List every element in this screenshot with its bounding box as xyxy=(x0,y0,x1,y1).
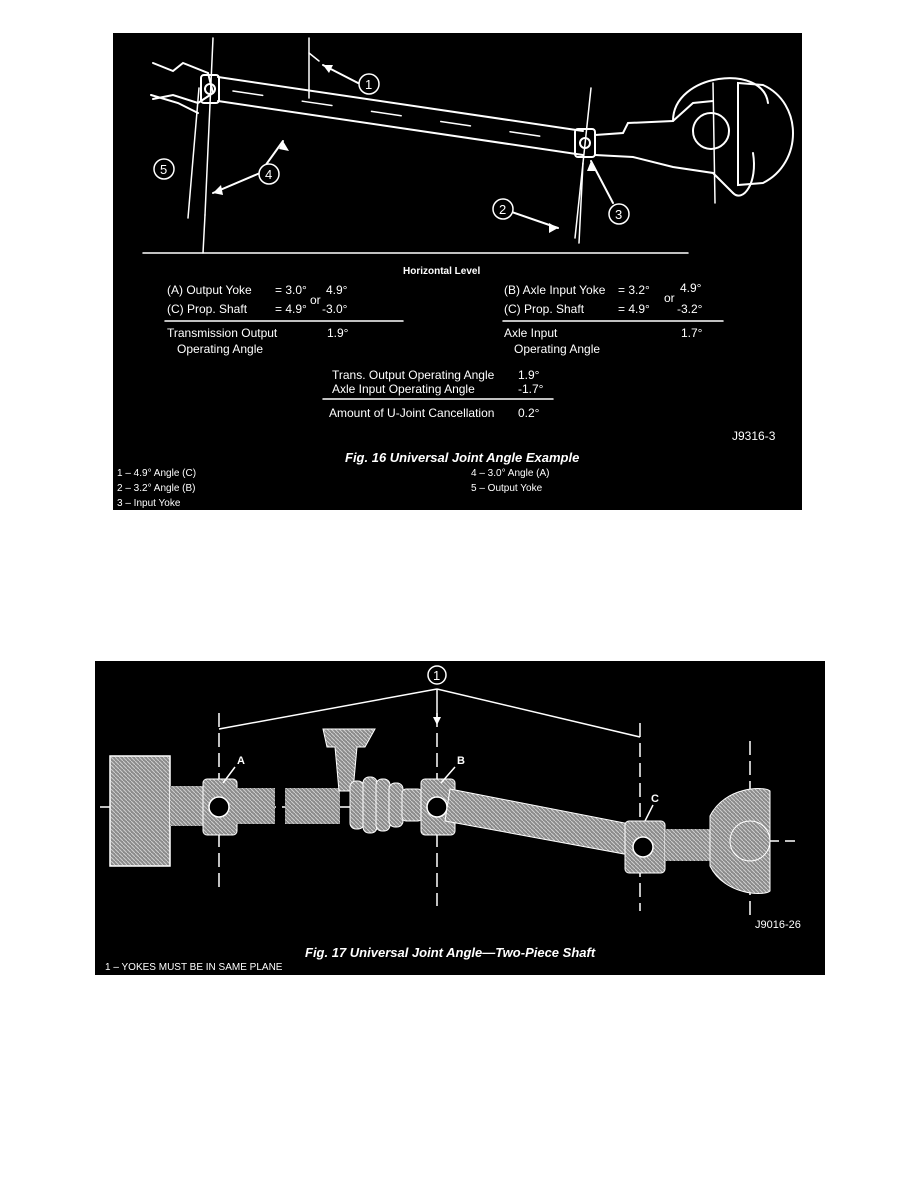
right-line1-alt: 4.9° xyxy=(680,281,702,295)
callout-4: 4 xyxy=(265,167,273,182)
right-line2-label: (C) Prop. Shaft xyxy=(504,302,585,316)
figure-caption: Fig. 16 Universal Joint Angle Example xyxy=(345,450,580,465)
callout-3: 3 xyxy=(615,207,623,222)
summary-row1-value: 1.9° xyxy=(518,368,540,382)
legend-item-4: 4 – 3.0° Angle (A) xyxy=(471,468,550,479)
figure-16-panel xyxy=(113,33,802,510)
callout-5: 5 xyxy=(160,162,168,177)
figure-code: J9316-3 xyxy=(732,429,776,443)
summary-total-value: 0.2° xyxy=(518,406,540,420)
horizontal-level-label: Horizontal Level xyxy=(403,266,481,277)
left-or: or xyxy=(310,293,321,307)
left-result-value: 1.9° xyxy=(327,326,349,340)
callout-2: 2 xyxy=(499,202,507,217)
left-line2-eq: = 4.9° xyxy=(275,302,307,316)
figure-17-illustration xyxy=(95,661,825,975)
right-line1-eq: = 3.2° xyxy=(618,283,650,297)
fig17-legend-item-1: 1 – YOKES MUST BE IN SAME PLANE xyxy=(105,962,283,973)
left-line1-eq: = 3.0° xyxy=(275,283,307,297)
callout-1: 1 xyxy=(365,77,373,92)
right-line2-eq: = 4.9° xyxy=(618,302,650,316)
fig17-callout-1: 1 xyxy=(433,668,441,683)
right-line2-alt: -3.2° xyxy=(677,302,703,316)
left-line2-alt: -3.0° xyxy=(322,302,348,316)
right-result-label-1: Axle Input xyxy=(504,326,558,340)
legend-item-1: 1 – 4.9° Angle (C) xyxy=(117,468,197,479)
fig17-code: J9016-26 xyxy=(755,919,801,931)
left-result-label-1: Transmission Output xyxy=(167,326,278,340)
right-result-label-2: Operating Angle xyxy=(514,342,601,356)
joint-label-b: B xyxy=(457,755,465,767)
joint-label-a: A xyxy=(237,755,245,767)
legend-item-3: 3 – Input Yoke xyxy=(117,498,181,509)
left-line1-alt: 4.9° xyxy=(326,283,348,297)
legend-item-2: 2 – 3.2° Angle (B) xyxy=(117,483,196,494)
summary-total-label: Amount of U-Joint Cancellation xyxy=(329,406,495,420)
summary-row2-label: Axle Input Operating Angle xyxy=(332,382,475,396)
right-line1-label: (B) Axle Input Yoke xyxy=(504,283,606,297)
left-result-label-2: Operating Angle xyxy=(177,342,264,356)
summary-row2-value: -1.7° xyxy=(518,382,544,396)
right-result-value: 1.7° xyxy=(681,326,703,340)
fig17-caption: Fig. 17 Universal Joint Angle—Two-Piece Shaft xyxy=(305,945,596,960)
joint-label-c: C xyxy=(651,793,659,805)
right-or: or xyxy=(664,291,675,305)
left-line1-label: (A) Output Yoke xyxy=(167,283,252,297)
figure-17-panel xyxy=(95,661,825,975)
summary-row1-label: Trans. Output Operating Angle xyxy=(332,368,495,382)
left-line2-label: (C) Prop. Shaft xyxy=(167,302,248,316)
legend-item-5: 5 – Output Yoke xyxy=(471,483,543,494)
